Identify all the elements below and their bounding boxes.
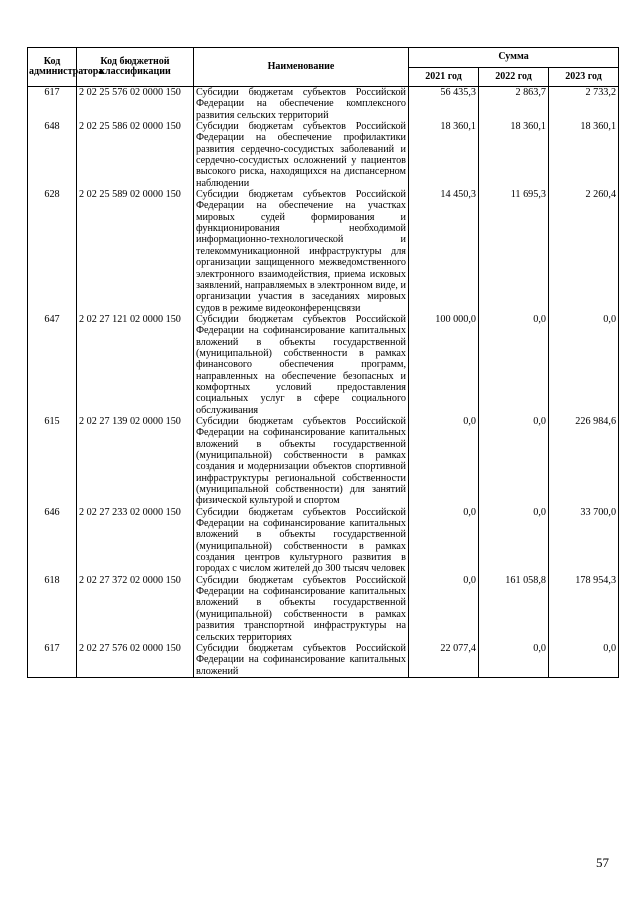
cell-name: Субсидии бюджетам субъектов Российской Федерации на софинансирование капитальных вложений — [194, 643, 409, 678]
table-row — [28, 416, 619, 507]
header-year-2023: 2023 год — [549, 67, 619, 87]
cell-sum-2023: 0,0 — [549, 643, 619, 678]
cell-sum-2021: 0,0 — [409, 575, 479, 643]
header-budget-code: Код бюджетной классификации — [77, 48, 194, 87]
cell-name: Субсидии бюджетам субъектов Российской Федерации на обеспечение на участках мировых судей формирования и функционирования необходимой информационно-технологической и телекоммуникационной инфраструктуры для организации защищенного межведомственного электронного взаимодействия, приема исковых заявлений, направляемых в электронном виде, и организации участия в заседаниях мировых судов в режиме видеоконференцсвязи — [194, 189, 409, 314]
cell-sum-2021: 56 435,3 — [409, 87, 479, 122]
cell-sum-2023: 2 260,4 — [549, 189, 619, 314]
cell-sum-2022: 0,0 — [479, 507, 549, 575]
cell-name: Субсидии бюджетам субъектов Российской Федерации на софинансирование капитальных вложений в объекты государственной (муниципальной) собственности в рамках финансового обеспечения программ, направленных на обеспечение безопасных и комфортных условий предоставления социальных услуг в сфере социального обслуживания — [194, 314, 409, 416]
cell-admin-code: 617 — [28, 643, 77, 678]
table-header — [28, 48, 619, 87]
cell-admin-code: 647 — [28, 314, 77, 416]
table-row — [28, 575, 619, 643]
cell-sum-2022: 0,0 — [479, 643, 549, 678]
cell-sum-2021: 18 360,1 — [409, 121, 479, 189]
table-row — [28, 507, 619, 575]
cell-sum-2022: 0,0 — [479, 314, 549, 416]
table-row — [28, 643, 619, 678]
cell-name: Субсидии бюджетам субъектов Российской Федерации на софинансирование капитальных вложений в объекты государственной (муниципальной) собственности в рамках создания и модернизации объектов спортивной инфраструктуры региональной собственности (муниципальной собственности) для занятий физической культурой и спортом — [194, 416, 409, 507]
cell-budget-code: 2 02 27 139 02 0000 150 — [77, 416, 194, 507]
cell-sum-2022: 11 695,3 — [479, 189, 549, 314]
cell-budget-code: 2 02 27 121 02 0000 150 — [77, 314, 194, 416]
cell-sum-2023: 33 700,0 — [549, 507, 619, 575]
table-row — [28, 87, 619, 122]
cell-sum-2023: 18 360,1 — [549, 121, 619, 189]
cell-name: Субсидии бюджетам субъектов Российской Федерации на обеспечение комплексного развития сельских территорий — [194, 87, 409, 122]
cell-sum-2022: 2 863,7 — [479, 87, 549, 122]
cell-admin-code: 648 — [28, 121, 77, 189]
cell-budget-code: 2 02 27 233 02 0000 150 — [77, 507, 194, 575]
header-name: Наименование — [194, 48, 409, 87]
cell-admin-code: 646 — [28, 507, 77, 575]
cell-sum-2021: 0,0 — [409, 416, 479, 507]
cell-budget-code: 2 02 25 589 02 0000 150 — [77, 189, 194, 314]
cell-sum-2021: 100 000,0 — [409, 314, 479, 416]
cell-sum-2023: 178 954,3 — [549, 575, 619, 643]
cell-budget-code: 2 02 25 586 02 0000 150 — [77, 121, 194, 189]
cell-budget-code: 2 02 27 576 02 0000 150 — [77, 643, 194, 678]
cell-sum-2022: 18 360,1 — [479, 121, 549, 189]
header-admin-code: Код администратора — [28, 48, 77, 87]
cell-admin-code: 617 — [28, 87, 77, 122]
cell-sum-2022: 0,0 — [479, 416, 549, 507]
header-sum: Сумма — [409, 48, 619, 68]
budget-table — [27, 47, 619, 678]
cell-admin-code: 628 — [28, 189, 77, 314]
cell-sum-2023: 226 984,6 — [549, 416, 619, 507]
cell-budget-code: 2 02 25 576 02 0000 150 — [77, 87, 194, 122]
table-row — [28, 314, 619, 416]
table-body — [28, 87, 619, 678]
table-row — [28, 189, 619, 314]
page-number: 57 — [596, 855, 609, 870]
cell-sum-2023: 2 733,2 — [549, 87, 619, 122]
cell-sum-2021: 0,0 — [409, 507, 479, 575]
cell-budget-code: 2 02 27 372 02 0000 150 — [77, 575, 194, 643]
header-year-2021: 2021 год — [409, 67, 479, 87]
cell-admin-code: 615 — [28, 416, 77, 507]
table-row — [28, 121, 619, 189]
cell-sum-2023: 0,0 — [549, 314, 619, 416]
cell-sum-2021: 14 450,3 — [409, 189, 479, 314]
cell-sum-2022: 161 058,8 — [479, 575, 549, 643]
cell-admin-code: 618 — [28, 575, 77, 643]
cell-name: Субсидии бюджетам субъектов Российской Федерации на софинансирование капитальных вложений в объекты государственной (муниципальной) собственности в рамках создания центров культурного развития в городах с числом жителей до 300 тысяч человек — [194, 507, 409, 575]
cell-sum-2021: 22 077,4 — [409, 643, 479, 678]
header-year-2022: 2022 год — [479, 67, 549, 87]
cell-name: Субсидии бюджетам субъектов Российской Федерации на софинансирование капитальных вложений в объекты государственной (муниципальной) собственности в рамках развития транспортной инфраструктуры на сельских территориях — [194, 575, 409, 643]
cell-name: Субсидии бюджетам субъектов Российской Федерации на обеспечение профилактики развития сердечно-сосудистых заболеваний и сердечно-сосудистых осложнений у пациентов высокого риска, находящихся на диспансерном наблюдении — [194, 121, 409, 189]
